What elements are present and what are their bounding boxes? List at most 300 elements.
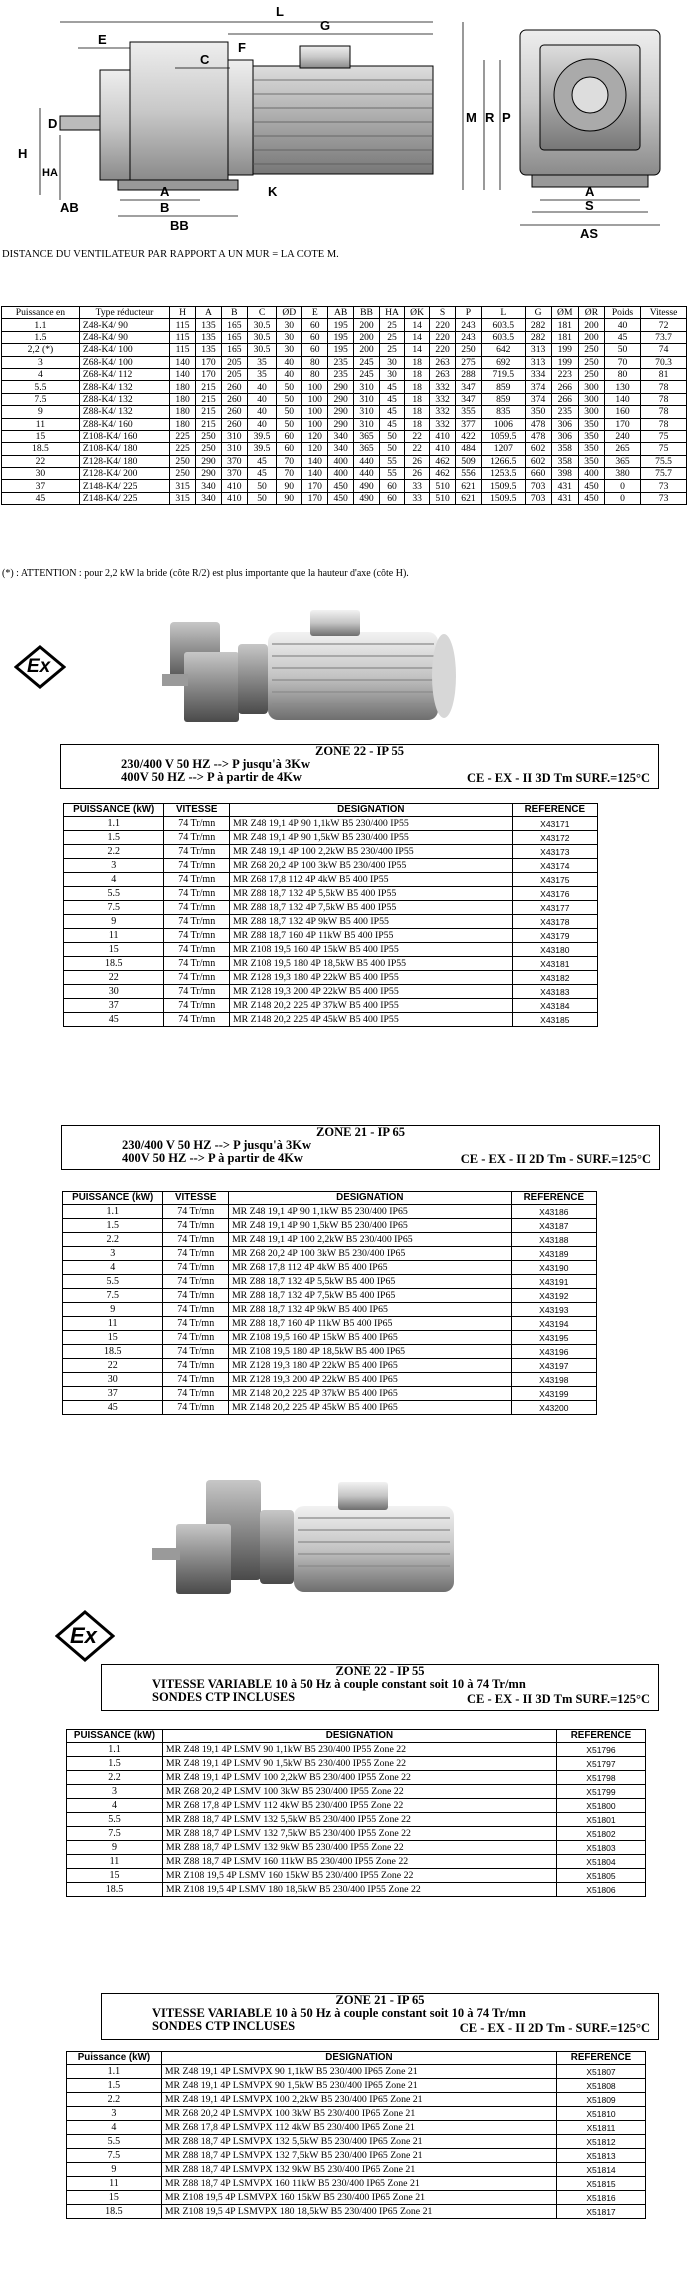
dim-cell: 250 (170, 455, 196, 467)
designation-cell: MR Z88 18,7 4P LSMVPX 160 11kW B5 230/400 IP65 Zone 21 (161, 2177, 556, 2191)
power-cell: 22 (63, 1359, 163, 1373)
dim-cell: Z108-K4/ 160 (79, 430, 169, 442)
dim-cell: 602 (525, 443, 551, 455)
reference-cell: X43191 (511, 1275, 596, 1289)
dim-header-cell: E (302, 307, 328, 319)
dim-cell: 100 (302, 418, 328, 430)
dim-cell: 75.5 (641, 455, 687, 467)
dim-cell: 350 (579, 418, 605, 430)
dim-cell: 290 (328, 418, 354, 430)
dim-cell: 45 (379, 393, 404, 405)
designation-cell: MR Z108 19,5 4P LSMVPX 180 18,5kW B5 230/400 IP65 Zone 21 (161, 2205, 556, 2219)
table-row (64, 859, 598, 873)
dim-cell: 90 (277, 480, 302, 492)
dim-cell: 340 (196, 492, 222, 504)
section4-header-cell: REFERENCE (557, 2052, 646, 2065)
designation-cell: MR Z88 18,7 4P LSMV 132 5,5kW B5 230/400 IP55 Zone 22 (162, 1813, 556, 1827)
table-row (67, 2191, 646, 2205)
dim-cell: 310 (221, 430, 247, 442)
dim-cell: 215 (196, 381, 222, 393)
dim-cell: 90 (277, 492, 302, 504)
dim-cell: Z48-K4/ 90 (79, 331, 169, 343)
dim-cell: 313 (525, 344, 551, 356)
power-cell: 5.5 (64, 887, 164, 901)
section3-header-cell: REFERENCE (556, 1730, 645, 1743)
dim-header-cell: ØR (579, 307, 605, 319)
table-row (67, 2107, 646, 2121)
reference-cell: X51816 (557, 2191, 646, 2205)
dim-cell: 74 (641, 344, 687, 356)
table-row (67, 2093, 646, 2107)
dim-header-cell: A (196, 307, 222, 319)
dim-cell: Z128-K4/ 180 (79, 455, 169, 467)
dim-cell: 50 (277, 406, 302, 418)
dim-cell: 22 (2, 455, 80, 467)
dim-cell: 75 (641, 443, 687, 455)
dim-cell: 200 (354, 344, 380, 356)
dim-header-cell: B (221, 307, 247, 319)
reference-cell: X51806 (556, 1883, 645, 1897)
power-cell: 11 (67, 2177, 162, 2191)
reference-cell: X43190 (511, 1261, 596, 1275)
dim-cell: 1207 (481, 443, 525, 455)
dim-cell: 313 (525, 356, 551, 368)
table-row (64, 831, 598, 845)
dim-cell: 603.5 (481, 331, 525, 343)
table-row (64, 943, 598, 957)
dim-cell: 315 (170, 492, 196, 504)
dim-cell: 3 (2, 356, 80, 368)
table-row (63, 1289, 597, 1303)
section3-line2: SONDES CTP INCLUSES (152, 1690, 296, 1704)
table-row (63, 1373, 597, 1387)
reference-cell: X43188 (511, 1233, 596, 1247)
dim-table-row (2, 344, 687, 356)
dim-cell: 26 (405, 468, 430, 480)
dim-cell: 243 (456, 331, 482, 343)
designation-cell: MR Z88 18,7 4P LSMVPX 132 5,5kW B5 230/400 IP65 Zone 21 (161, 2135, 556, 2149)
designation-cell: MR Z148 20,2 225 4P 45kW B5 400 IP65 (228, 1401, 511, 1415)
dim-cell: 170 (302, 480, 328, 492)
side-view (60, 42, 433, 190)
front-view (520, 30, 660, 187)
dim-cell: 347 (456, 381, 482, 393)
power-cell: 18.5 (67, 1883, 163, 1897)
power-cell: 7.5 (64, 901, 164, 915)
dim-table-row (2, 368, 687, 380)
table-row (63, 1317, 597, 1331)
section3-header (101, 1664, 659, 1711)
dim-header-cell: Poids (604, 307, 640, 319)
dim-header-cell: P (456, 307, 482, 319)
dim-cell: 18.5 (2, 443, 80, 455)
dim-cell: 266 (551, 393, 578, 405)
designation-cell: MR Z68 17,8 112 4P 4kW B5 400 IP55 (229, 873, 512, 887)
reference-cell: X43187 (511, 1219, 596, 1233)
section4-title: ZONE 21 - IP 65 (335, 1993, 425, 2007)
reference-cell: X51802 (556, 1827, 645, 1841)
dim-cell: Z88-K4/ 160 (79, 418, 169, 430)
dim-cell: 355 (456, 406, 482, 418)
dim-cell: 1253.5 (481, 468, 525, 480)
dim-cell: 60 (302, 344, 328, 356)
dim-cell: 135 (196, 344, 222, 356)
reference-cell: X43174 (512, 859, 597, 873)
dim-cell: 703 (525, 492, 551, 504)
dim-cell: 556 (456, 468, 482, 480)
dim-cell: 50 (247, 480, 276, 492)
dim-cell: 374 (525, 381, 551, 393)
dim-cell: 35 (247, 368, 276, 380)
dim-cell: 310 (354, 406, 380, 418)
reference-cell: X51797 (556, 1757, 645, 1771)
power-cell: 30 (64, 985, 164, 999)
dim-label-M: M (466, 110, 477, 125)
dim-cell: 642 (481, 344, 525, 356)
designation-cell: MR Z88 18,7 132 4P 5,5kW B5 400 IP55 (229, 887, 512, 901)
dim-cell: 195 (328, 344, 354, 356)
dim-header-cell: AB (328, 307, 354, 319)
dim-cell: 18 (405, 356, 430, 368)
dim-cell: 30 (2, 468, 80, 480)
dim-cell: 45 (247, 468, 276, 480)
dim-table-row (2, 319, 687, 331)
dim-cell: Z88-K4/ 132 (79, 381, 169, 393)
dim-header-cell: Puissance en (2, 307, 80, 319)
dim-table-row (2, 406, 687, 418)
dim-cell: 2,2 (*) (2, 344, 80, 356)
power-cell: 37 (64, 999, 164, 1013)
dim-cell: 0 (604, 492, 640, 504)
dim-table-row (2, 443, 687, 455)
dim-cell: 40 (247, 418, 276, 430)
designation-cell: MR Z88 18,7 4P LSMV 160 11kW B5 230/400 IP55 Zone 22 (162, 1855, 556, 1869)
section2-table (62, 1191, 597, 1415)
section1-header-cell: REFERENCE (512, 804, 597, 817)
designation-cell: MR Z148 20,2 225 4P 37kW B5 400 IP55 (229, 999, 512, 1013)
dim-table-row (2, 356, 687, 368)
speed-cell: 74 Tr/mn (164, 817, 230, 831)
table-row (67, 1827, 646, 1841)
dim-cell: 45 (379, 381, 404, 393)
dim-cell: 60 (302, 319, 328, 331)
speed-cell: 74 Tr/mn (164, 859, 230, 873)
reference-cell: X43178 (512, 915, 597, 929)
section1-line1: 230/400 V 50 HZ --> P jusqu'à 3Kw (121, 757, 310, 771)
dim-cell: 370 (221, 455, 247, 467)
dim-cell: 235 (551, 406, 578, 418)
dim-cell: 835 (481, 406, 525, 418)
dim-cell: 50 (379, 443, 404, 455)
designation-cell: MR Z48 19,1 4P 90 1,1kW B5 230/400 IP65 (228, 1205, 511, 1219)
reference-cell: X43192 (511, 1289, 596, 1303)
dim-cell: 60 (302, 331, 328, 343)
dim-cell: 160 (604, 406, 640, 418)
dim-header-cell: G (525, 307, 551, 319)
dim-cell: 1.5 (2, 331, 80, 343)
dim-cell: 37 (2, 480, 80, 492)
reference-cell: X43193 (511, 1303, 596, 1317)
dim-cell: 350 (579, 443, 605, 455)
designation-cell: MR Z68 20,2 4P 100 3kW B5 230/400 IP55 (229, 859, 512, 873)
power-cell: 4 (67, 1799, 163, 1813)
reference-cell: X51803 (556, 1841, 645, 1855)
designation-cell: MR Z68 17,8 112 4P 4kW B5 400 IP65 (228, 1261, 511, 1275)
dim-cell: 410 (221, 492, 247, 504)
reference-cell: X43185 (512, 1013, 597, 1027)
designation-cell: MR Z108 19,5 160 4P 15kW B5 400 IP55 (229, 943, 512, 957)
speed-cell: 74 Tr/mn (163, 1275, 229, 1289)
dim-cell: 703 (525, 480, 551, 492)
dim-cell: 288 (456, 368, 482, 380)
dim-cell: 282 (525, 319, 551, 331)
speed-cell: 74 Tr/mn (163, 1387, 229, 1401)
dim-label-HA: HA (42, 167, 58, 179)
table-row (64, 999, 598, 1013)
dim-cell: 195 (328, 319, 354, 331)
dim-cell: 50 (604, 344, 640, 356)
dim-cell: 60 (379, 480, 404, 492)
dim-cell: 306 (551, 430, 578, 442)
dim-cell: 140 (170, 356, 196, 368)
dim-cell: Z88-K4/ 132 (79, 393, 169, 405)
section3-cert: CE - EX - II 3D Tm SURF.=125°C (467, 1692, 650, 1706)
power-cell: 11 (64, 929, 164, 943)
dim-cell: 39.5 (247, 430, 276, 442)
designation-cell: MR Z68 20,2 4P LSMV 100 3kW B5 230/400 IP55 Zone 22 (162, 1785, 556, 1799)
designation-cell: MR Z88 18,7 4P LSMVPX 132 7,5kW B5 230/400 IP65 Zone 21 (161, 2149, 556, 2163)
table-row (67, 2079, 646, 2093)
dim-cell: 25 (379, 319, 404, 331)
dim-cell: 55 (379, 455, 404, 467)
dim-cell: 22 (405, 430, 430, 442)
speed-cell: 74 Tr/mn (164, 957, 230, 971)
dim-cell: 1059.5 (481, 430, 525, 442)
dim-cell: 115 (170, 344, 196, 356)
section4-header-cell: DESIGNATION (161, 2052, 556, 2065)
power-cell: 9 (63, 1303, 163, 1317)
dim-cell: 70.3 (641, 356, 687, 368)
designation-cell: MR Z88 18,7 132 4P 5,5kW B5 400 IP65 (228, 1275, 511, 1289)
dim-cell: 250 (170, 468, 196, 480)
gearmotor-photo (160, 592, 460, 735)
table-row (63, 1303, 597, 1317)
dim-cell: 215 (196, 418, 222, 430)
designation-cell: MR Z108 19,5 160 4P 15kW B5 400 IP65 (228, 1331, 511, 1345)
section2-cert: CE - EX - II 2D Tm - SURF.=125°C (460, 1152, 651, 1166)
dim-cell: 440 (354, 468, 380, 480)
power-cell: 5.5 (67, 2135, 162, 2149)
dim-cell: 50 (277, 393, 302, 405)
table-row (63, 1401, 597, 1415)
reference-cell: X43186 (511, 1205, 596, 1219)
dim-cell: 73.7 (641, 331, 687, 343)
table-row (67, 1883, 646, 1897)
dim-cell: 290 (196, 468, 222, 480)
dim-cell: 200 (579, 319, 605, 331)
dim-table-row (2, 492, 687, 504)
section4-line2: SONDES CTP INCLUSES (152, 2019, 296, 2033)
dim-cell: 290 (328, 393, 354, 405)
designation-cell: MR Z88 18,7 132 4P 7,5kW B5 400 IP65 (228, 1289, 511, 1303)
power-cell: 7.5 (67, 1827, 163, 1841)
designation-cell: MR Z88 18,7 132 4P 9kW B5 400 IP65 (228, 1303, 511, 1317)
dim-cell: 365 (354, 443, 380, 455)
dim-cell: 25 (379, 331, 404, 343)
dim-label-F: F (238, 40, 246, 55)
reference-cell: X51798 (556, 1771, 645, 1785)
dim-cell: 235 (328, 368, 354, 380)
dim-cell: 18 (405, 406, 430, 418)
table-row (63, 1247, 597, 1261)
dim-cell: 265 (604, 443, 640, 455)
speed-cell: 74 Tr/mn (163, 1345, 229, 1359)
dim-cell: 180 (170, 393, 196, 405)
designation-cell: MR Z148 20,2 225 4P 45kW B5 400 IP55 (229, 1013, 512, 1027)
dim-cell: 14 (405, 331, 430, 343)
power-cell: 5.5 (63, 1275, 163, 1289)
power-cell: 4 (64, 873, 164, 887)
dim-cell: 33 (405, 492, 430, 504)
reference-cell: X51800 (556, 1799, 645, 1813)
power-cell: 9 (67, 1841, 163, 1855)
dim-cell: 73 (641, 492, 687, 504)
section1-cert: CE - EX - II 3D Tm SURF.=125°C (467, 771, 650, 785)
table-row (63, 1233, 597, 1247)
section2-header-cell: VITESSE (163, 1192, 229, 1205)
dim-cell: 135 (196, 331, 222, 343)
dim-cell: 215 (196, 406, 222, 418)
speed-cell: 74 Tr/mn (163, 1317, 229, 1331)
dim-table-row (2, 418, 687, 430)
power-cell: 3 (67, 1785, 163, 1799)
dim-label-L: L (276, 4, 284, 19)
designation-cell: MR Z128 19,3 180 4P 22kW B5 400 IP65 (228, 1359, 511, 1373)
dim-cell: 374 (525, 393, 551, 405)
dim-cell: 14 (405, 344, 430, 356)
speed-cell: 74 Tr/mn (163, 1233, 229, 1247)
dim-cell: 100 (302, 393, 328, 405)
table-row (64, 817, 598, 831)
dim-cell: 100 (302, 381, 328, 393)
dim-cell: 205 (221, 368, 247, 380)
dim-cell: 422 (456, 430, 482, 442)
dim-cell: 170 (604, 418, 640, 430)
table-row (67, 1799, 646, 1813)
dim-cell: 220 (430, 331, 456, 343)
dim-cell: 73 (641, 480, 687, 492)
dim-cell: 170 (302, 492, 328, 504)
dim-cell: 1266.5 (481, 455, 525, 467)
section1-line2: 400V 50 HZ --> P à partir de 4Kw (121, 770, 302, 784)
dim-cell: 358 (551, 443, 578, 455)
dim-cell: 200 (579, 331, 605, 343)
speed-cell: 74 Tr/mn (164, 943, 230, 957)
dim-cell: 165 (221, 344, 247, 356)
dim-cell: 120 (302, 443, 328, 455)
dim-cell: 60 (379, 492, 404, 504)
section3-header-cell: DESIGNATION (162, 1730, 556, 1743)
dim-cell: Z48-K4/ 90 (79, 319, 169, 331)
dim-cell: 240 (604, 430, 640, 442)
dim-cell: 78 (641, 406, 687, 418)
dim-cell: 26 (405, 455, 430, 467)
reference-cell: X43194 (511, 1317, 596, 1331)
dim-cell: 30 (277, 319, 302, 331)
dim-cell: Z108-K4/ 180 (79, 443, 169, 455)
table-row (64, 957, 598, 971)
dim-table-row (2, 430, 687, 442)
dim-cell: 332 (430, 393, 456, 405)
designation-cell: MR Z108 19,5 180 4P 18,5kW B5 400 IP65 (228, 1345, 511, 1359)
designation-cell: MR Z48 19,1 4P LSMV 90 1,1kW B5 230/400 IP55 Zone 22 (162, 1743, 556, 1757)
reference-cell: X51813 (557, 2149, 646, 2163)
dim-cell: 135 (196, 319, 222, 331)
designation-cell: MR Z88 18,7 132 4P 9kW B5 400 IP55 (229, 915, 512, 929)
section2-header (61, 1125, 660, 1170)
power-cell: 1.5 (67, 2079, 162, 2093)
dim-label-R: R (485, 110, 495, 125)
speed-cell: 74 Tr/mn (164, 887, 230, 901)
reference-cell: X43177 (512, 901, 597, 915)
dim-cell: 510 (430, 492, 456, 504)
dim-cell: 140 (604, 393, 640, 405)
dim-label-BB: BB (170, 218, 189, 233)
designation-cell: MR Z48 19,1 4P LSMVPX 90 1,5kW B5 230/400 IP65 Zone 21 (161, 2079, 556, 2093)
power-cell: 5.5 (67, 1813, 163, 1827)
designation-cell: MR Z48 19,1 4P LSMV 100 2,2kW B5 230/400 IP55 Zone 22 (162, 1771, 556, 1785)
dim-cell: 30.5 (247, 331, 276, 343)
dim-cell: 1.1 (2, 319, 80, 331)
dim-cell: 181 (551, 319, 578, 331)
dim-cell: 50 (277, 381, 302, 393)
dim-cell: 509 (456, 455, 482, 467)
table-row (63, 1275, 597, 1289)
atex-ex-logo-2 (55, 1610, 115, 1667)
power-cell: 3 (67, 2107, 162, 2121)
fan-distance-caption: DISTANCE DU VENTILATEUR PAR RAPPORT A UN MUR = LA COTE M. (2, 249, 339, 260)
dim-cell: 205 (221, 356, 247, 368)
dim-cell: 260 (221, 406, 247, 418)
reference-cell: X51799 (556, 1785, 645, 1799)
dim-cell: 440 (354, 455, 380, 467)
designation-cell: MR Z128 19,3 200 4P 22kW B5 400 IP65 (228, 1373, 511, 1387)
table-row (67, 2135, 646, 2149)
designation-cell: MR Z88 18,7 132 4P 7,5kW B5 400 IP55 (229, 901, 512, 915)
dim-cell: 220 (430, 319, 456, 331)
dim-cell: 30 (277, 331, 302, 343)
dim-table-row (2, 455, 687, 467)
power-cell: 45 (64, 1013, 164, 1027)
dim-label-S: S (585, 198, 594, 213)
section4-header-cell: Puissance (kW) (67, 2052, 162, 2065)
speed-cell: 74 Tr/mn (163, 1261, 229, 1275)
dim-cell: 0 (604, 480, 640, 492)
dim-cell: 243 (456, 319, 482, 331)
dim-cell: 100 (302, 406, 328, 418)
speed-cell: 74 Tr/mn (164, 1013, 230, 1027)
dim-cell: 450 (579, 492, 605, 504)
dim-cell: 1509.5 (481, 480, 525, 492)
dim-cell: 170 (196, 368, 222, 380)
designation-cell: MR Z88 18,7 160 4P 11kW B5 400 IP55 (229, 929, 512, 943)
dim-cell: 332 (430, 406, 456, 418)
reference-cell: X43176 (512, 887, 597, 901)
dim-cell: 260 (221, 381, 247, 393)
table-row (63, 1345, 597, 1359)
section4-cert: CE - EX - II 2D Tm - SURF.=125°C (459, 2021, 650, 2035)
dim-cell: 35 (247, 356, 276, 368)
